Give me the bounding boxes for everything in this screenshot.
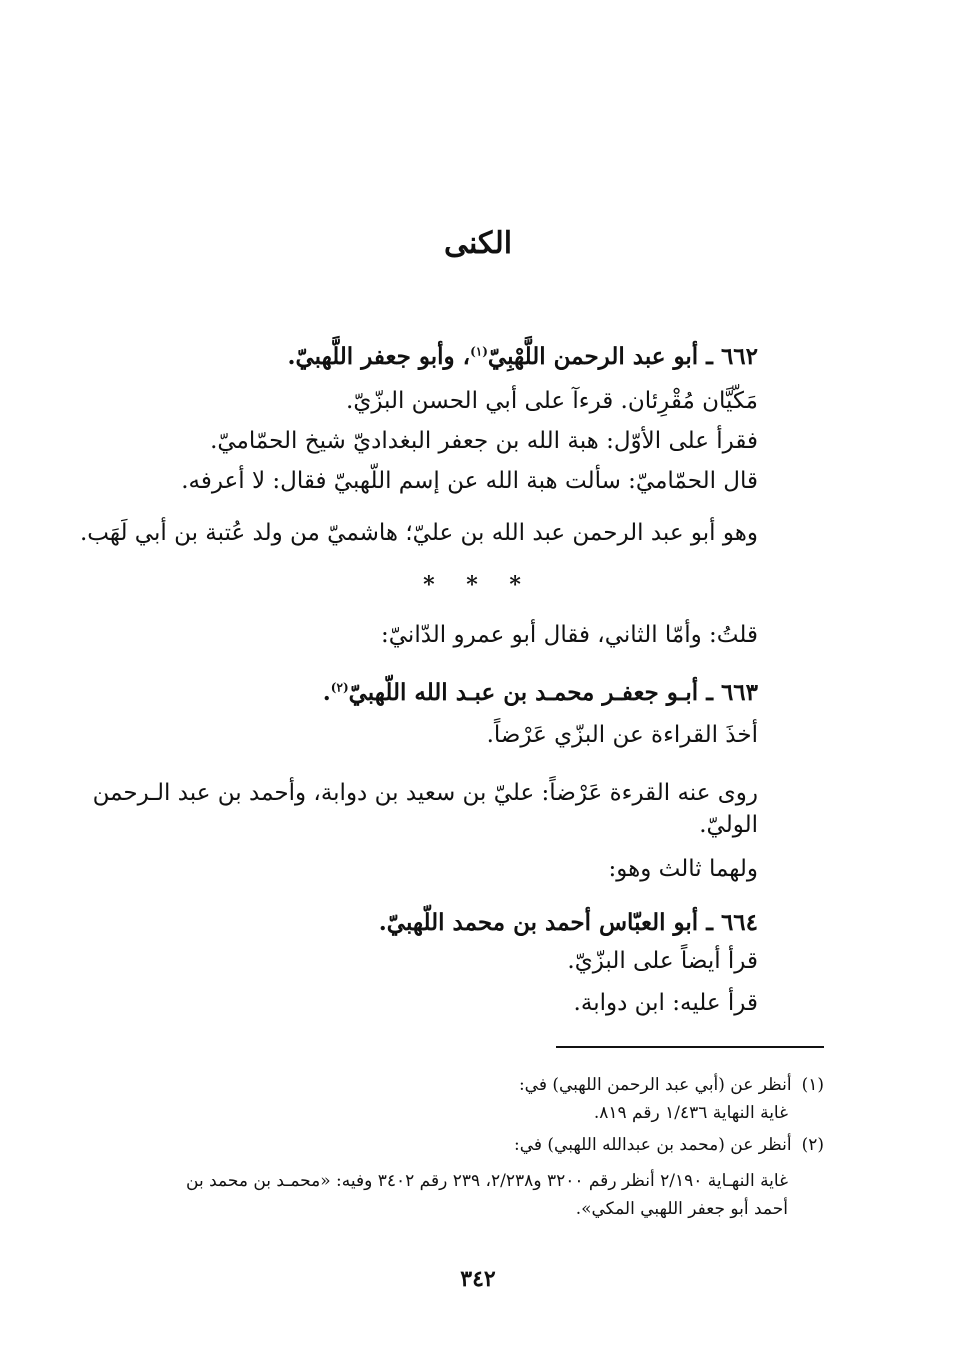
footnote-2-marker: (٢) — [801, 1135, 824, 1155]
entry-662-line-3: قال الحمّاميّ: سألت هبة الله عن إسم اللّهبيّ فقال: لا أعرفه. — [181, 468, 758, 494]
entry-662-line-1: مَكّيَّان مُقْرِئان. قرءآ على أبي الحسن البزّيّ. — [346, 388, 758, 414]
footnote-2-line-1 — [514, 1132, 824, 1158]
section-separator: * * * — [423, 572, 533, 598]
entry-662-line-4: وهو أبو عبد الرحمن عبد الله بن عليّ؛ هاشميّ من ولد عُتبة بن أبي لَهَب. — [79, 520, 758, 546]
entry-662-heading-name: ٦٦٢ ـ أبو عبد الرحمن اللَّهْبِيّ — [487, 343, 758, 370]
entry-662-heading-tail: ، وأبو جعفر اللَّهبيّ. — [287, 343, 471, 370]
entry-663-line-2: روى عنه القرءة عَرْضاً: عليّ بن سعيد بن دوابة، وأحمد بن عبد الـرحمن — [92, 780, 758, 806]
footnote-divider — [556, 1046, 824, 1048]
footnote-2-line-2: غاية النهـاية ٢/١٩٠ أنظر رقم ٣٢٠٠ و٢/٢٣٨، ٢٣٩ رقم ٣٤٠٢ وفيه: «محمـد بن محمد بن — [186, 1171, 788, 1191]
footnote-ref-1[interactable]: (١) — [470, 344, 488, 359]
entry-663-line-3: الوليّ. — [699, 812, 758, 838]
entry-663-heading — [323, 676, 758, 710]
entry-663-line-4: ولهما ثالث وهو: — [608, 856, 758, 882]
entry-663-heading-name: ٦٦٣ ـ أبـو جعفـر محمـد بن عبـد الله اللّهبيّ — [348, 679, 758, 706]
page-number: ٣٤٢ — [460, 1266, 496, 1292]
footnote-1-line-1 — [519, 1072, 824, 1098]
entry-662-heading — [287, 340, 758, 374]
footnote-1-text-1: أنظر عن (أبي عبد الرحمن اللهبي) في: — [518, 1075, 792, 1095]
entry-663-heading-tail: . — [322, 679, 331, 706]
footnote-1-line-2: غاية النهاية ١/٤٣٦ رقم ٨١٩. — [593, 1103, 788, 1123]
intro-line: قلتُ: وأمّا الثاني، فقال أبو عمرو الدّانيّ: — [381, 622, 758, 648]
footnote-ref-2[interactable]: (٢) — [330, 680, 349, 695]
entry-663-line-1: أخذَ القراءة عن البزّي عَرْضاً. — [486, 722, 758, 748]
entry-664-heading: ٦٦٤ ـ أبو العبّاس أحمد بن محمد اللّهبيّ. — [378, 909, 758, 936]
entry-664-line-2: قرأ عليه: ابن دوابة. — [573, 990, 758, 1016]
footnote-2-line-3: أحمد أبو جعفر اللهبي المكي». — [575, 1199, 788, 1219]
entry-664-line-1: قرأ أيضاً على البزّيّ. — [567, 948, 758, 974]
chapter-title: الكنى — [443, 226, 513, 261]
entry-662-line-2: فقرأ على الأوّل: هبة الله بن جعفر البغداديّ شيخ الحمّاميّ. — [210, 428, 758, 454]
footnote-1-marker: (١) — [801, 1075, 824, 1095]
footnote-2-text-1: أنظر عن (محمد بن عبدالله اللهبي) في: — [513, 1135, 792, 1155]
